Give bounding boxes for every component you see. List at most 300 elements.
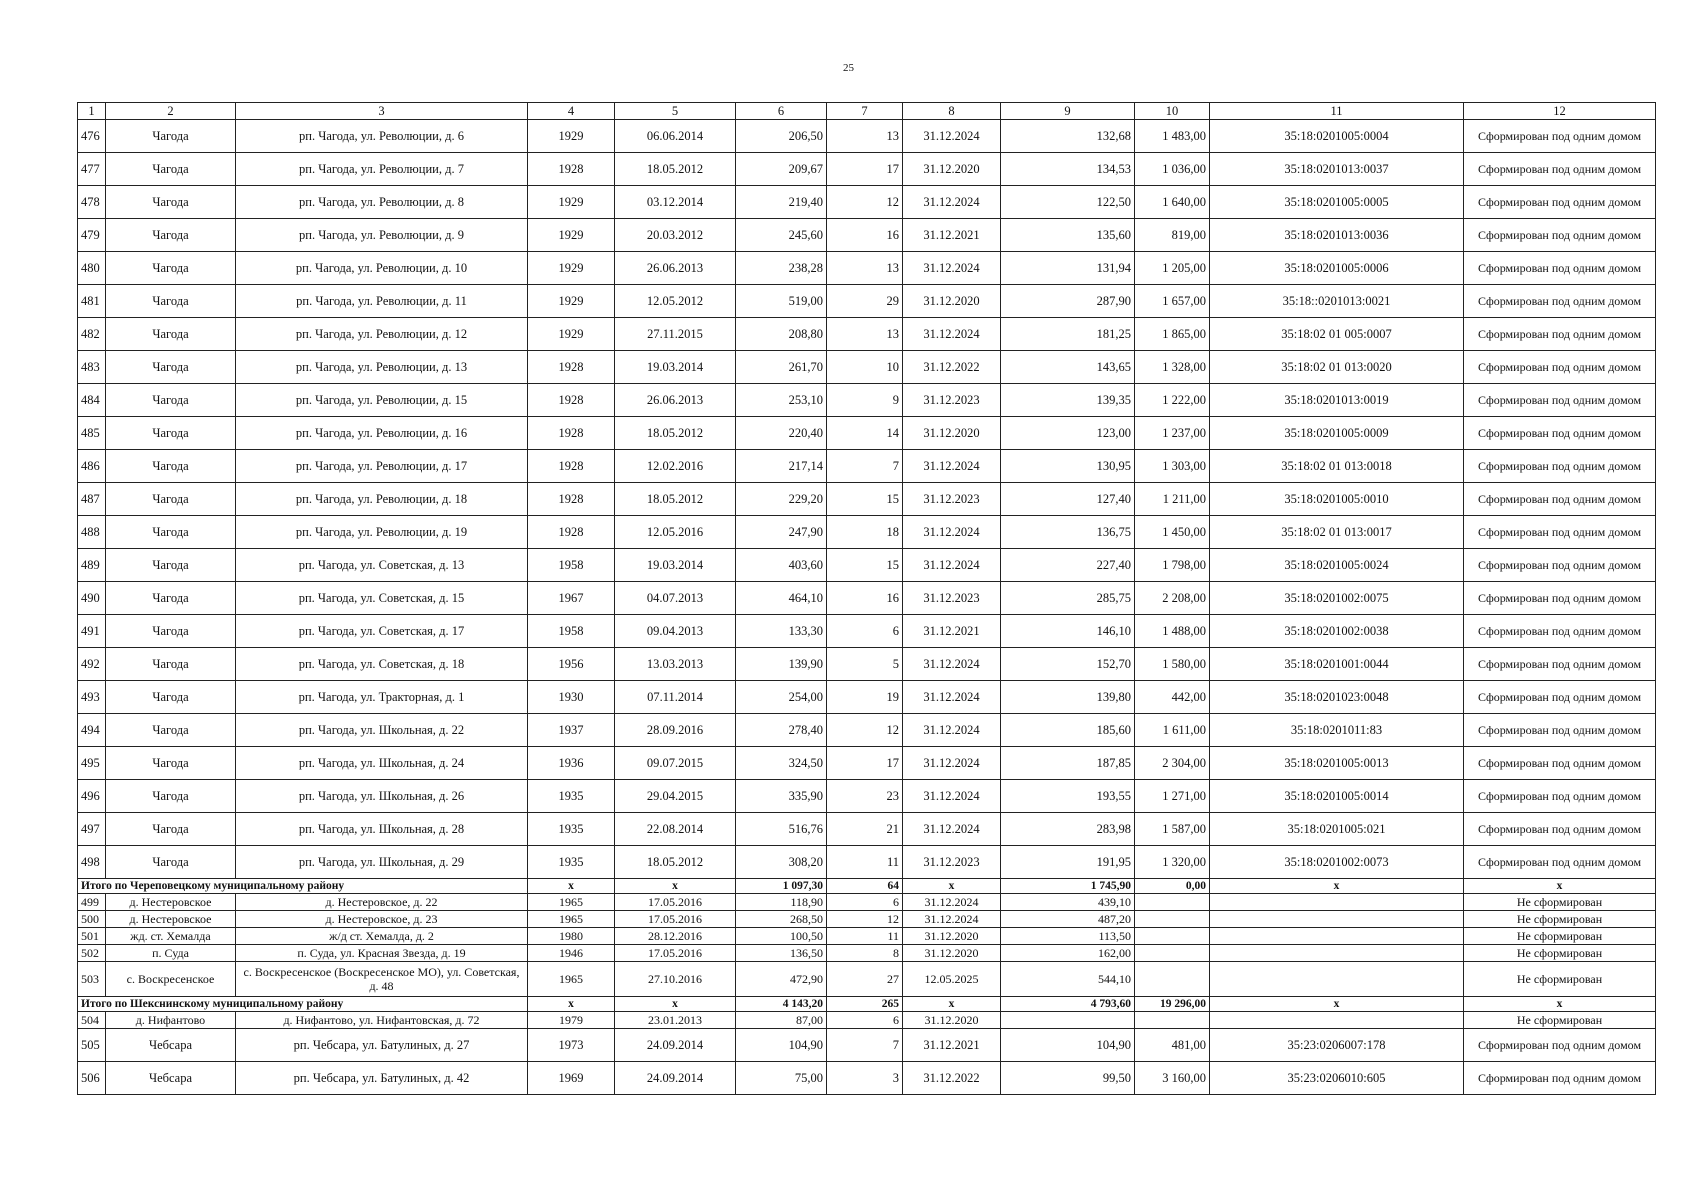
cell-col-10: 1 036,00 [1135,153,1210,186]
cell-col-9: 104,90 [1001,1029,1135,1062]
cell-col-3: рп. Чагода, ул. Революции, д. 7 [236,153,528,186]
cell-col-5: 07.11.2014 [615,681,736,714]
cell-col-9: 439,10 [1001,894,1135,911]
cell-col-9 [1001,1012,1135,1029]
total-cell-col-4: x [528,997,615,1012]
column-header-5: 5 [615,103,736,120]
cell-col-11: 35:18:0201013:0019 [1210,384,1464,417]
table-row [78,153,1656,186]
total-cell-col-12: x [1464,879,1656,894]
cell-col-10: 2 208,00 [1135,582,1210,615]
cell-col-10: 1 303,00 [1135,450,1210,483]
cell-col-8: 31.12.2020 [903,945,1001,962]
column-header-3: 3 [236,103,528,120]
cell-col-8: 31.12.2024 [903,186,1001,219]
cell-col-4: 1937 [528,714,615,747]
cell-col-12: Сформирован под одним домом [1464,450,1656,483]
cell-col-4: 1928 [528,153,615,186]
cell-col-12: Сформирован под одним домом [1464,681,1656,714]
cell-col-5: 09.07.2015 [615,747,736,780]
cell-col-5: 18.05.2012 [615,153,736,186]
total-cell-col-11: x [1210,997,1464,1012]
cell-col-7: 8 [827,945,903,962]
cell-col-3: рп. Чагода, ул. Тракторная, д. 1 [236,681,528,714]
cell-col-12: Не сформирован [1464,945,1656,962]
total-cell-col-10: 19 296,00 [1135,997,1210,1012]
cell-col-10: 1 488,00 [1135,615,1210,648]
cell-col-3: рп. Чагода, ул. Революции, д. 17 [236,450,528,483]
cell-col-2: Чагода [106,615,236,648]
cell-col-10: 1 798,00 [1135,549,1210,582]
column-header-7: 7 [827,103,903,120]
cell-col-5: 18.05.2012 [615,483,736,516]
cell-col-6: 75,00 [736,1062,827,1095]
cell-col-7: 29 [827,285,903,318]
cell-col-10: 1 271,00 [1135,780,1210,813]
cell-col-11: 35:18:0201005:0004 [1210,120,1464,153]
cell-col-5: 26.06.2013 [615,384,736,417]
cell-col-11 [1210,894,1464,911]
cell-col-8: 12.05.2025 [903,962,1001,997]
cell-col-10: 1 211,00 [1135,483,1210,516]
cell-col-11: 35:18:0201005:0024 [1210,549,1464,582]
table-row [78,894,1656,911]
cell-col-2: Чагода [106,252,236,285]
page-number: 25 [843,62,854,74]
cell-col-1: 477 [78,153,106,186]
cell-col-2: Чагода [106,813,236,846]
cell-col-7: 21 [827,813,903,846]
cell-col-5: 28.12.2016 [615,928,736,945]
table-row [78,186,1656,219]
cell-col-5: 24.09.2014 [615,1062,736,1095]
cell-col-1: 494 [78,714,106,747]
cell-col-3: рп. Чагода, ул. Школьная, д. 24 [236,747,528,780]
cell-col-5: 03.12.2014 [615,186,736,219]
cell-col-10: 1 657,00 [1135,285,1210,318]
cell-col-9: 134,53 [1001,153,1135,186]
cell-col-10: 3 160,00 [1135,1062,1210,1095]
cell-col-10 [1135,945,1210,962]
cell-col-4: 1958 [528,615,615,648]
cell-col-11: 35:18:0201005:0006 [1210,252,1464,285]
cell-col-5: 12.05.2012 [615,285,736,318]
cell-col-4: 1928 [528,351,615,384]
cell-col-3: рп. Чагода, ул. Советская, д. 17 [236,615,528,648]
cell-col-5: 04.07.2013 [615,582,736,615]
cell-col-8: 31.12.2021 [903,1029,1001,1062]
cell-col-11: 35:18:02 01 013:0018 [1210,450,1464,483]
cell-col-10: 1 865,00 [1135,318,1210,351]
cell-col-5: 17.05.2016 [615,911,736,928]
cell-col-1: 486 [78,450,106,483]
total-cell-col-12: x [1464,997,1656,1012]
cell-col-10: 819,00 [1135,219,1210,252]
cell-col-1: 485 [78,417,106,450]
cell-col-7: 13 [827,318,903,351]
cell-col-8: 31.12.2024 [903,681,1001,714]
cell-col-3: рп. Чагода, ул. Школьная, д. 29 [236,846,528,879]
cell-col-6: 472,90 [736,962,827,997]
cell-col-4: 1969 [528,1062,615,1095]
cell-col-3: д. Нифантово, ул. Нифантовская, д. 72 [236,1012,528,1029]
cell-col-6: 208,80 [736,318,827,351]
cell-col-5: 17.05.2016 [615,945,736,962]
cell-col-11 [1210,1012,1464,1029]
column-header-11: 11 [1210,103,1464,120]
cell-col-12: Сформирован под одним домом [1464,384,1656,417]
cell-col-8: 31.12.2020 [903,285,1001,318]
cell-col-8: 31.12.2020 [903,928,1001,945]
cell-col-11: 35:23:0206010:605 [1210,1062,1464,1095]
cell-col-2: Чагода [106,681,236,714]
cell-col-4: 1958 [528,549,615,582]
cell-col-4: 1929 [528,186,615,219]
cell-col-2: с. Воскресенское [106,962,236,997]
total-cell-col-5: x [615,879,736,894]
cell-col-4: 1979 [528,1012,615,1029]
cell-col-12: Сформирован под одним домом [1464,780,1656,813]
table-row [78,962,1656,997]
cell-col-12: Не сформирован [1464,928,1656,945]
cell-col-2: д. Нестеровское [106,911,236,928]
cell-col-6: 254,00 [736,681,827,714]
cell-col-9: 131,94 [1001,252,1135,285]
total-cell-col-6: 1 097,30 [736,879,827,894]
cell-col-6: 133,30 [736,615,827,648]
cell-col-7: 12 [827,911,903,928]
cell-col-2: Чебсара [106,1062,236,1095]
cell-col-1: 483 [78,351,106,384]
cell-col-8: 31.12.2023 [903,384,1001,417]
cell-col-3: рп. Чагода, ул. Революции, д. 18 [236,483,528,516]
cell-col-8: 31.12.2024 [903,549,1001,582]
cell-col-10 [1135,894,1210,911]
cell-col-8: 31.12.2024 [903,780,1001,813]
housing-registry-table [77,102,1656,1095]
table-row [78,780,1656,813]
cell-col-6: 308,20 [736,846,827,879]
cell-col-3: рп. Чагода, ул. Советская, д. 15 [236,582,528,615]
cell-col-9: 227,40 [1001,549,1135,582]
cell-col-9: 139,80 [1001,681,1135,714]
total-cell-col-6: 4 143,20 [736,997,827,1012]
cell-col-4: 1965 [528,911,615,928]
total-cell-col-11: x [1210,879,1464,894]
cell-col-11: 35:18:0201001:0044 [1210,648,1464,681]
total-cell-col-7: 265 [827,997,903,1012]
cell-col-4: 1965 [528,894,615,911]
cell-col-6: 87,00 [736,1012,827,1029]
cell-col-2: Чагода [106,153,236,186]
cell-col-6: 217,14 [736,450,827,483]
table-row [78,945,1656,962]
cell-col-1: 493 [78,681,106,714]
cell-col-2: Чагода [106,186,236,219]
table-row [78,219,1656,252]
cell-col-3: рп. Чагода, ул. Революции, д. 13 [236,351,528,384]
cell-col-2: жд. ст. Хемалда [106,928,236,945]
cell-col-5: 17.05.2016 [615,894,736,911]
cell-col-1: 500 [78,911,106,928]
cell-col-12: Сформирован под одним домом [1464,252,1656,285]
cell-col-12: Сформирован под одним домом [1464,318,1656,351]
cell-col-1: 480 [78,252,106,285]
cell-col-6: 464,10 [736,582,827,615]
cell-col-12: Не сформирован [1464,1012,1656,1029]
cell-col-11: 35:18:0201002:0038 [1210,615,1464,648]
cell-col-9: 132,68 [1001,120,1135,153]
cell-col-4: 1928 [528,450,615,483]
cell-col-7: 14 [827,417,903,450]
cell-col-2: Чагода [106,120,236,153]
cell-col-4: 1967 [528,582,615,615]
cell-col-7: 12 [827,714,903,747]
cell-col-7: 16 [827,219,903,252]
cell-col-5: 28.09.2016 [615,714,736,747]
cell-col-4: 1935 [528,813,615,846]
cell-col-4: 1965 [528,962,615,997]
cell-col-5: 22.08.2014 [615,813,736,846]
cell-col-7: 27 [827,962,903,997]
cell-col-5: 12.02.2016 [615,450,736,483]
cell-col-12: Сформирован под одним домом [1464,483,1656,516]
cell-col-2: Чагода [106,846,236,879]
cell-col-1: 479 [78,219,106,252]
cell-col-5: 06.06.2014 [615,120,736,153]
cell-col-3: рп. Чагода, ул. Революции, д. 10 [236,252,528,285]
cell-col-3: рп. Чагода, ул. Революции, д. 12 [236,318,528,351]
cell-col-9: 113,50 [1001,928,1135,945]
cell-col-6: 261,70 [736,351,827,384]
total-cell-col-8: x [903,879,1001,894]
cell-col-9: 181,25 [1001,318,1135,351]
cell-col-11: 35:18:0201013:0036 [1210,219,1464,252]
cell-col-7: 23 [827,780,903,813]
cell-col-7: 11 [827,928,903,945]
cell-col-7: 13 [827,120,903,153]
cell-col-11: 35:18:0201005:0005 [1210,186,1464,219]
cell-col-4: 1928 [528,384,615,417]
cell-col-1: 488 [78,516,106,549]
table-row [78,318,1656,351]
cell-col-8: 31.12.2024 [903,894,1001,911]
cell-col-7: 12 [827,186,903,219]
cell-col-2: Чагода [106,648,236,681]
cell-col-8: 31.12.2020 [903,153,1001,186]
cell-col-3: д. Нестеровское, д. 23 [236,911,528,928]
cell-col-8: 31.12.2024 [903,911,1001,928]
cell-col-9: 123,00 [1001,417,1135,450]
cell-col-12: Сформирован под одним домом [1464,285,1656,318]
cell-col-8: 31.12.2020 [903,417,1001,450]
cell-col-12: Сформирован под одним домом [1464,153,1656,186]
cell-col-2: Чагода [106,714,236,747]
cell-col-1: 476 [78,120,106,153]
column-header-2: 2 [106,103,236,120]
cell-col-3: рп. Чагода, ул. Революции, д. 8 [236,186,528,219]
cell-col-1: 497 [78,813,106,846]
cell-col-5: 26.06.2013 [615,252,736,285]
cell-col-1: 506 [78,1062,106,1095]
cell-col-11: 35:18:0201005:021 [1210,813,1464,846]
cell-col-2: Чагода [106,351,236,384]
cell-col-3: рп. Чагода, ул. Советская, д. 18 [236,648,528,681]
column-header-12: 12 [1464,103,1656,120]
cell-col-5: 24.09.2014 [615,1029,736,1062]
cell-col-3: рп. Чагода, ул. Революции, д. 19 [236,516,528,549]
cell-col-10: 481,00 [1135,1029,1210,1062]
cell-col-1: 481 [78,285,106,318]
cell-col-2: д. Нестеровское [106,894,236,911]
cell-col-4: 1929 [528,285,615,318]
cell-col-2: Чагода [106,219,236,252]
cell-col-12: Сформирован под одним домом [1464,120,1656,153]
cell-col-5: 27.10.2016 [615,962,736,997]
cell-col-4: 1928 [528,483,615,516]
cell-col-2: д. Нифантово [106,1012,236,1029]
cell-col-2: Чагода [106,417,236,450]
cell-col-12: Не сформирован [1464,894,1656,911]
cell-col-2: Чагода [106,582,236,615]
table-row [78,252,1656,285]
total-cell-col-5: x [615,997,736,1012]
cell-col-7: 18 [827,516,903,549]
cell-col-7: 3 [827,1062,903,1095]
cell-col-5: 18.05.2012 [615,417,736,450]
table-row [78,928,1656,945]
district-total-row [78,879,1656,894]
table-row [78,417,1656,450]
table-row [78,483,1656,516]
cell-col-12: Сформирован под одним домом [1464,549,1656,582]
table-row [78,714,1656,747]
table-body [78,120,1656,1095]
table-row [78,582,1656,615]
cell-col-7: 7 [827,450,903,483]
cell-col-11 [1210,928,1464,945]
district-total-row [78,997,1656,1012]
cell-col-1: 505 [78,1029,106,1062]
cell-col-6: 209,67 [736,153,827,186]
cell-col-10 [1135,911,1210,928]
cell-col-10: 1 450,00 [1135,516,1210,549]
column-number-header-row [78,103,1656,120]
cell-col-11: 35:18:0201005:0014 [1210,780,1464,813]
cell-col-7: 15 [827,483,903,516]
cell-col-6: 100,50 [736,928,827,945]
cell-col-8: 31.12.2021 [903,219,1001,252]
column-header-10: 10 [1135,103,1210,120]
cell-col-12: Не сформирован [1464,911,1656,928]
cell-col-12: Сформирован под одним домом [1464,714,1656,747]
total-cell-col-10: 0,00 [1135,879,1210,894]
cell-col-9: 122,50 [1001,186,1135,219]
cell-col-1: 498 [78,846,106,879]
cell-col-3: д. Нестеровское, д. 22 [236,894,528,911]
cell-col-11: 35:18:02 01 013:0020 [1210,351,1464,384]
table-row [78,846,1656,879]
cell-col-10 [1135,1012,1210,1029]
cell-col-9: 193,55 [1001,780,1135,813]
total-label: Итого по Череповецкому муниципальному району [78,879,528,894]
cell-col-1: 495 [78,747,106,780]
cell-col-5: 19.03.2014 [615,351,736,384]
table-row [78,1012,1656,1029]
cell-col-7: 19 [827,681,903,714]
cell-col-9: 487,20 [1001,911,1135,928]
cell-col-10: 1 205,00 [1135,252,1210,285]
cell-col-5: 20.03.2012 [615,219,736,252]
cell-col-12: Сформирован под одним домом [1464,417,1656,450]
cell-col-4: 1928 [528,516,615,549]
cell-col-9: 130,95 [1001,450,1135,483]
cell-col-10: 2 304,00 [1135,747,1210,780]
cell-col-8: 31.12.2024 [903,648,1001,681]
cell-col-4: 1930 [528,681,615,714]
cell-col-1: 489 [78,549,106,582]
table-row [78,351,1656,384]
total-cell-col-8: x [903,997,1001,1012]
table-row [78,1062,1656,1095]
cell-col-3: рп. Чагода, ул. Революции, д. 15 [236,384,528,417]
cell-col-2: Чагода [106,318,236,351]
cell-col-6: 247,90 [736,516,827,549]
table-row [78,285,1656,318]
column-header-1: 1 [78,103,106,120]
cell-col-1: 499 [78,894,106,911]
cell-col-1: 501 [78,928,106,945]
cell-col-12: Сформирован под одним домом [1464,1062,1656,1095]
cell-col-11 [1210,962,1464,997]
cell-col-11: 35:18:0201005:0013 [1210,747,1464,780]
cell-col-6: 324,50 [736,747,827,780]
column-header-8: 8 [903,103,1001,120]
cell-col-3: рп. Чагода, ул. Школьная, д. 28 [236,813,528,846]
cell-col-9: 287,90 [1001,285,1135,318]
cell-col-8: 31.12.2022 [903,1062,1001,1095]
cell-col-9: 127,40 [1001,483,1135,516]
cell-col-6: 403,60 [736,549,827,582]
cell-col-8: 31.12.2024 [903,318,1001,351]
cell-col-10: 1 328,00 [1135,351,1210,384]
cell-col-3: с. Воскресенское (Воскресенское МО), ул. Советская, д. 48 [236,962,528,997]
cell-col-6: 136,50 [736,945,827,962]
cell-col-11: 35:18:0201023:0048 [1210,681,1464,714]
cell-col-8: 31.12.2024 [903,747,1001,780]
table-row [78,911,1656,928]
cell-col-7: 15 [827,549,903,582]
cell-col-6: 139,90 [736,648,827,681]
cell-col-10: 1 237,00 [1135,417,1210,450]
cell-col-10 [1135,928,1210,945]
cell-col-8: 31.12.2024 [903,714,1001,747]
cell-col-9: 152,70 [1001,648,1135,681]
cell-col-7: 6 [827,894,903,911]
cell-col-11: 35:18:0201005:0010 [1210,483,1464,516]
cell-col-9: 285,75 [1001,582,1135,615]
cell-col-11: 35:18:0201005:0009 [1210,417,1464,450]
cell-col-8: 31.12.2023 [903,483,1001,516]
cell-col-5: 27.11.2015 [615,318,736,351]
cell-col-9: 162,00 [1001,945,1135,962]
cell-col-11: 35:18:02 01 005:0007 [1210,318,1464,351]
cell-col-12: Сформирован под одним домом [1464,516,1656,549]
cell-col-1: 504 [78,1012,106,1029]
cell-col-4: 1928 [528,417,615,450]
cell-col-9: 187,85 [1001,747,1135,780]
cell-col-10 [1135,962,1210,997]
